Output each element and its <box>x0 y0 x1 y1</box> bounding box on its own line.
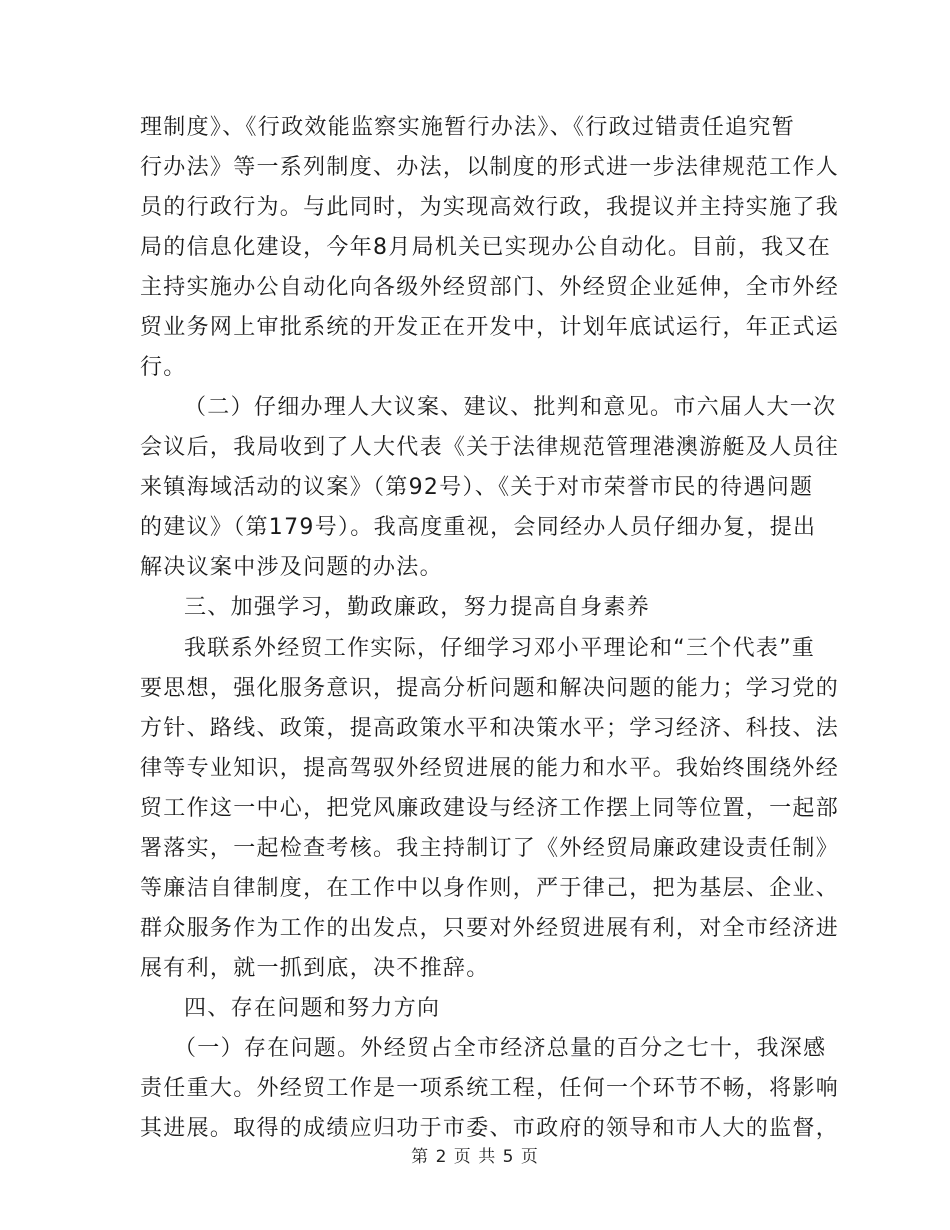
section-heading: 三、加强学习，勤政廉政，努力提高自身素养 <box>184 595 651 621</box>
paragraph-line: 主持实施办公自动化向各级外经贸部门、外经贸企业延伸，全市外经 <box>140 275 840 301</box>
paragraph-line: 群众服务作为工作的出发点，只要对外经贸进展有利，对全市经济进 <box>140 915 840 941</box>
paragraph-line: 贸业务网上审批系统的开发正在开发中，计划年底试运行，年正式运 <box>140 315 840 341</box>
paragraph-line: 责任重大。外经贸工作是一项系统工程，任何一个环节不畅，将影响 <box>140 1075 840 1101</box>
paragraph-line: （二）仔细办理人大议案、建议、批判和意见。市六届人大一次 <box>184 395 837 421</box>
paragraph-line: 员的行政行为。与此同时，为实现高效行政，我提议并主持实施了我 <box>140 195 840 221</box>
page-number-footer: 第 2 页 共 5 页 <box>411 1147 539 1167</box>
paragraph-line: 展有利，就一抓到底，决不推辞。 <box>140 955 490 981</box>
paragraph-line: 来镇海域活动的议案》（第92号）、《关于对市荣誉市民的待遇问题 <box>140 475 814 501</box>
paragraph-line: 的建议》（第179号）。我高度重视，会同经办人员仔细办复，提出 <box>140 515 817 541</box>
paragraph-line: 要思想，强化服务意识，提高分析问题和解决问题的能力；学习党的 <box>140 675 840 701</box>
section-heading: 四、存在问题和努力方向 <box>184 995 441 1021</box>
paragraph-line: 我联系外经贸工作实际，仔细学习邓小平理论和“三个代表”重 <box>184 635 816 661</box>
paragraph-line: （一）存在问题。外经贸占全市经济总量的百分之七十，我深感 <box>174 1035 827 1061</box>
paragraph-line: 方针、路线、政策，提高政策水平和决策水平；学习经济、科技、法 <box>140 715 840 741</box>
paragraph-line: 理制度》、《行政效能监察实施暂行办法》、《行政过错责任追究暂 <box>140 115 796 140</box>
paragraph-line: 解决议案中涉及问题的办法。 <box>140 555 443 581</box>
paragraph-line: 其进展。取得的成绩应归功于市委、市政府的领导和市人大的监督， <box>140 1116 840 1141</box>
paragraph-line: 行。 <box>140 355 187 381</box>
paragraph-line: 会议后，我局收到了人大代表《关于法律规范管理港澳游艇及人员往 <box>140 435 840 461</box>
paragraph-line: 贸工作这一中心，把党风廉政建设与经济工作摆上同等位置，一起部 <box>140 795 840 821</box>
paragraph-line: 等廉洁自律制度，在工作中以身作则，严于律己，把为基层、企业、 <box>140 875 840 901</box>
paragraph-line: 律等专业知识，提高驾驭外经贸进展的能力和水平。我始终围绕外经 <box>140 755 840 781</box>
paragraph-line: 署落实，一起检查考核。我主持制订了《外经贸局廉政建设责任制》 <box>140 835 840 861</box>
paragraph-line: 行办法》等一系列制度、办法，以制度的形式进一步法律规范工作人 <box>140 155 840 181</box>
paragraph-line: 局的信息化建设，今年8月局机关已实现办公自动化。目前，我又在 <box>140 235 831 261</box>
